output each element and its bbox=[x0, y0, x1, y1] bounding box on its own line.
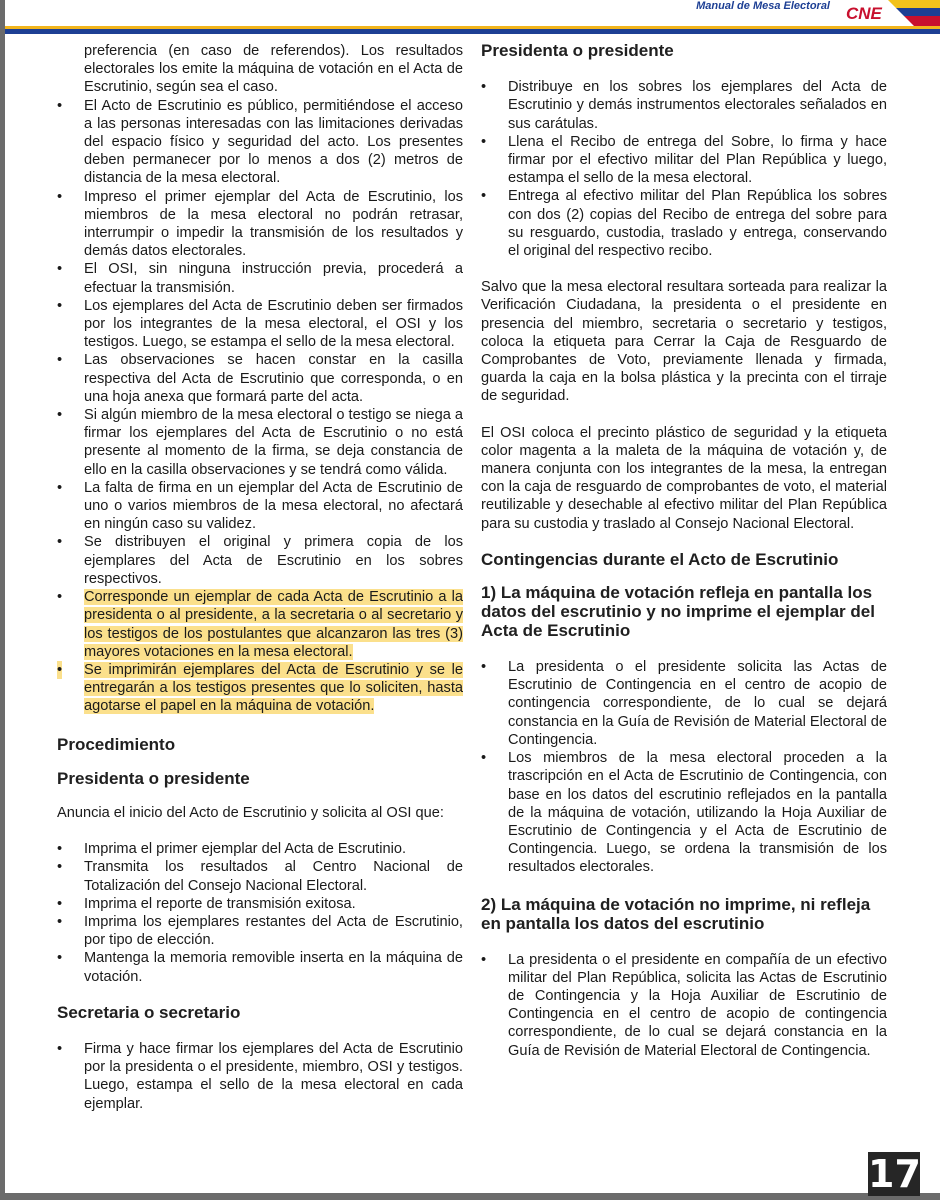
highlighted-list-item: • Corresponde un ejemplar de cada Acta de Escrutinio a la presidenta o al presidente, a la secretaria o al secretario y los testigos de los postulantes que alcanzaron las tres (3) mayores votaciones en la mesa electoral. bbox=[57, 589, 463, 660]
manual-title: Manual de Mesa Electoral bbox=[696, 0, 830, 12]
list-item: • La presidenta o el presidente en compañía de un efectivo militar del Plan República, solicita las Actas de Escrutinio de Contingencia y la Hoja Auxiliar de Escrutinio de Contingencia en el centro de acopio de contingencia correspondiente, de lo cual se dejará constancia en la Guía de Revisión de Material Electoral de Contingencia. bbox=[481, 951, 887, 1059]
cne-logo-icon bbox=[844, 0, 884, 24]
paragraph-caja-resguardo: Salvo que la mesa electoral resultara sorteada para realizar la Verificación Ciudadana, la presidenta o el presidente en presencia del miembro, secretaria o secretario y testigos, coloca la etiqueta para Cerrar la Caja de Resguardo de Comprobantes de Voto, previamente llenada y firmada, guarda la caja en la bolsa plástica y la precinta con el tirraje de seguridad. bbox=[481, 279, 887, 405]
list-item: • Mantenga la memoria removible inserta en la máquina de votación. bbox=[57, 950, 463, 985]
list-item: • El OSI, sin ninguna instrucción previa, procederá a efectuar la transmisión. bbox=[57, 261, 463, 296]
cne-logo-text: CNE bbox=[846, 4, 882, 23]
contingencias-heading: Contingencias durante el Acto de Escrutinio bbox=[481, 549, 839, 569]
secretaria-list bbox=[57, 1040, 463, 1113]
left-column bbox=[57, 42, 463, 1113]
list-item: • Transmita los resultados al Centro Nacional de Totalización del Consejo Nacional Electoral. bbox=[57, 859, 463, 894]
list-item: • Imprima los ejemplares restantes del Acta de Escrutinio, por tipo de elección. bbox=[57, 913, 463, 949]
page-number: 17 bbox=[868, 1152, 921, 1196]
list-item: • La falta de firma en un ejemplar del Acta de Escrutinio de uno o varios miembros de la mesa electoral, no afectará en ningún caso su validez. bbox=[57, 479, 463, 533]
list-item: • Entrega al efectivo militar del Plan República los sobres con dos (2) copias del Recibo de entrega del sobre para su resguardo, custodia, traslado y entrega, conservando el original del respectivo recibo. bbox=[481, 188, 887, 260]
presidenta-intro: Anuncia el inicio del Acto de Escrutinio y solicita al OSI que: bbox=[57, 804, 444, 821]
list-item: • Los miembros de la mesa electoral proceden a la trascripción en el Acta de Escrutinio de Contingencia, con base en los datos del escrutinio reflejados en la pantalla de la máquina de votación, utilizando la Hoja Auxiliar de Escrutinio de Contingencia y el Acta de Escrutinio de Contingencia. Luego, se ordena la transmisión de los resultados electorales. bbox=[481, 750, 887, 876]
presidenta-list-right bbox=[481, 78, 887, 260]
list-item: • El Acto de Escrutinio es público, permitiéndose el acceso a las personas interesadas con las limitaciones derivadas del espacio físico y seguridad del acto. Los presentes deben permanecer por lo menos a dos (2) metros de distancia de la mesa electoral. bbox=[57, 97, 463, 187]
case-1-list bbox=[481, 658, 887, 876]
case-2-heading: 2) La máquina de votación no imprime, ni refleja en pantalla los datos del escrutinio bbox=[481, 894, 871, 933]
case-1-heading: 1) La máquina de votación refleja en pantalla los datos del escrutinio y no imprime el ejemplar del Acta de Escrutinio bbox=[481, 583, 875, 641]
left-bullet-list bbox=[57, 97, 463, 716]
list-item: • Firma y hace firmar los ejemplares del Acta de Escrutinio por la presidenta o el presidente, miembro, OSI y testigos. Luego, estampa el sello de la mesa electoral en cada ejemplar. bbox=[57, 1040, 463, 1112]
viewer-bottom-border bbox=[0, 1193, 940, 1200]
secretaria-heading: Secretaria o secretario bbox=[57, 1002, 241, 1022]
list-item: • Impreso el primer ejemplar del Acta de Escrutinio, los miembros de la mesa electoral no podrán retrasar, interrumpir o impedir la transmisión de los resultados y demás datos electorales. bbox=[57, 188, 463, 260]
right-column bbox=[481, 42, 887, 1060]
list-item: • Distribuye en los sobres los ejemplares del Acta de Escrutinio y demás instrumentos electorales señalados en sus carátulas. bbox=[481, 79, 887, 132]
list-item: • Imprima el reporte de transmisión exitosa. bbox=[57, 895, 356, 912]
presidenta-heading-right: Presidenta o presidente bbox=[481, 41, 674, 60]
intro-continuation: preferencia (en caso de referendos). Los resultados electorales los emite la máquina de votación en el Acta de Escrutinio, según sea el caso. bbox=[84, 43, 463, 96]
flag-icon bbox=[888, 0, 940, 26]
presidenta-heading-left: Presidenta o presidente bbox=[57, 768, 250, 788]
highlighted-list-item: • Se imprimirán ejemplares del Acta de Escrutinio y se le entregarán a los testigos presentes que lo soliciten, hasta agotarse el papel en la máquina de votación. bbox=[57, 661, 463, 715]
list-item: • Las observaciones se hacen constar en la casilla respectiva del Acta de Escrutinio que corresponda, o en una hoja anexa que formará parte del acta. bbox=[57, 352, 463, 405]
list-item: • La presidenta o el presidente solicita las Actas de Escrutinio de Contingencia en el centro de acopio de contingencia correspondiente, de lo cual se dejará constancia en la Guía de Revisión de Material Electoral de Contingencia. bbox=[481, 659, 887, 748]
list-item: • Imprima el primer ejemplar del Acta de Escrutinio. bbox=[57, 841, 406, 858]
presidenta-list-left bbox=[57, 840, 463, 986]
paragraph-osi-precinto: El OSI coloca el precinto plástico de seguridad y la etiqueta color magenta a la maleta de la máquina de votación y, de manera conjunta con los integrantes de la mesa, la entregan con la caja de resguardo de comprobantes de voto, el material reutilizable y desechable al efectivo militar del Plan República para su custodia y traslado al Consejo Nacional Electoral. bbox=[481, 424, 887, 532]
list-item: • Los ejemplares del Acta de Escrutinio deben ser firmados por los integrantes de la mesa electoral, el OSI y los testigos. Luego, se estampa el sello de la mesa electoral. bbox=[57, 297, 463, 351]
list-item: • Llena el Recibo de entrega del Sobre, lo firma y hace firmar por el efectivo militar del Plan República y luego, estampa el sello de la mesa electoral. bbox=[481, 133, 887, 187]
header-rule-blue bbox=[5, 29, 940, 34]
list-item: • Se distribuyen el original y primera copia de los ejemplares del Acta de Escrutinio en los sobres respectivos. bbox=[57, 534, 463, 587]
list-item: • Si algún miembro de la mesa electoral o testigo se niega a firmar los ejemplares del Acta de Escrutinio o no está presente al momento de la firma, se deja constancia de ello en la casilla observaciones y se tendrá como válida. bbox=[57, 407, 463, 478]
case-2-list bbox=[481, 951, 887, 1060]
procedimiento-heading: Procedimiento bbox=[57, 734, 176, 754]
viewer-left-border bbox=[0, 0, 5, 1200]
